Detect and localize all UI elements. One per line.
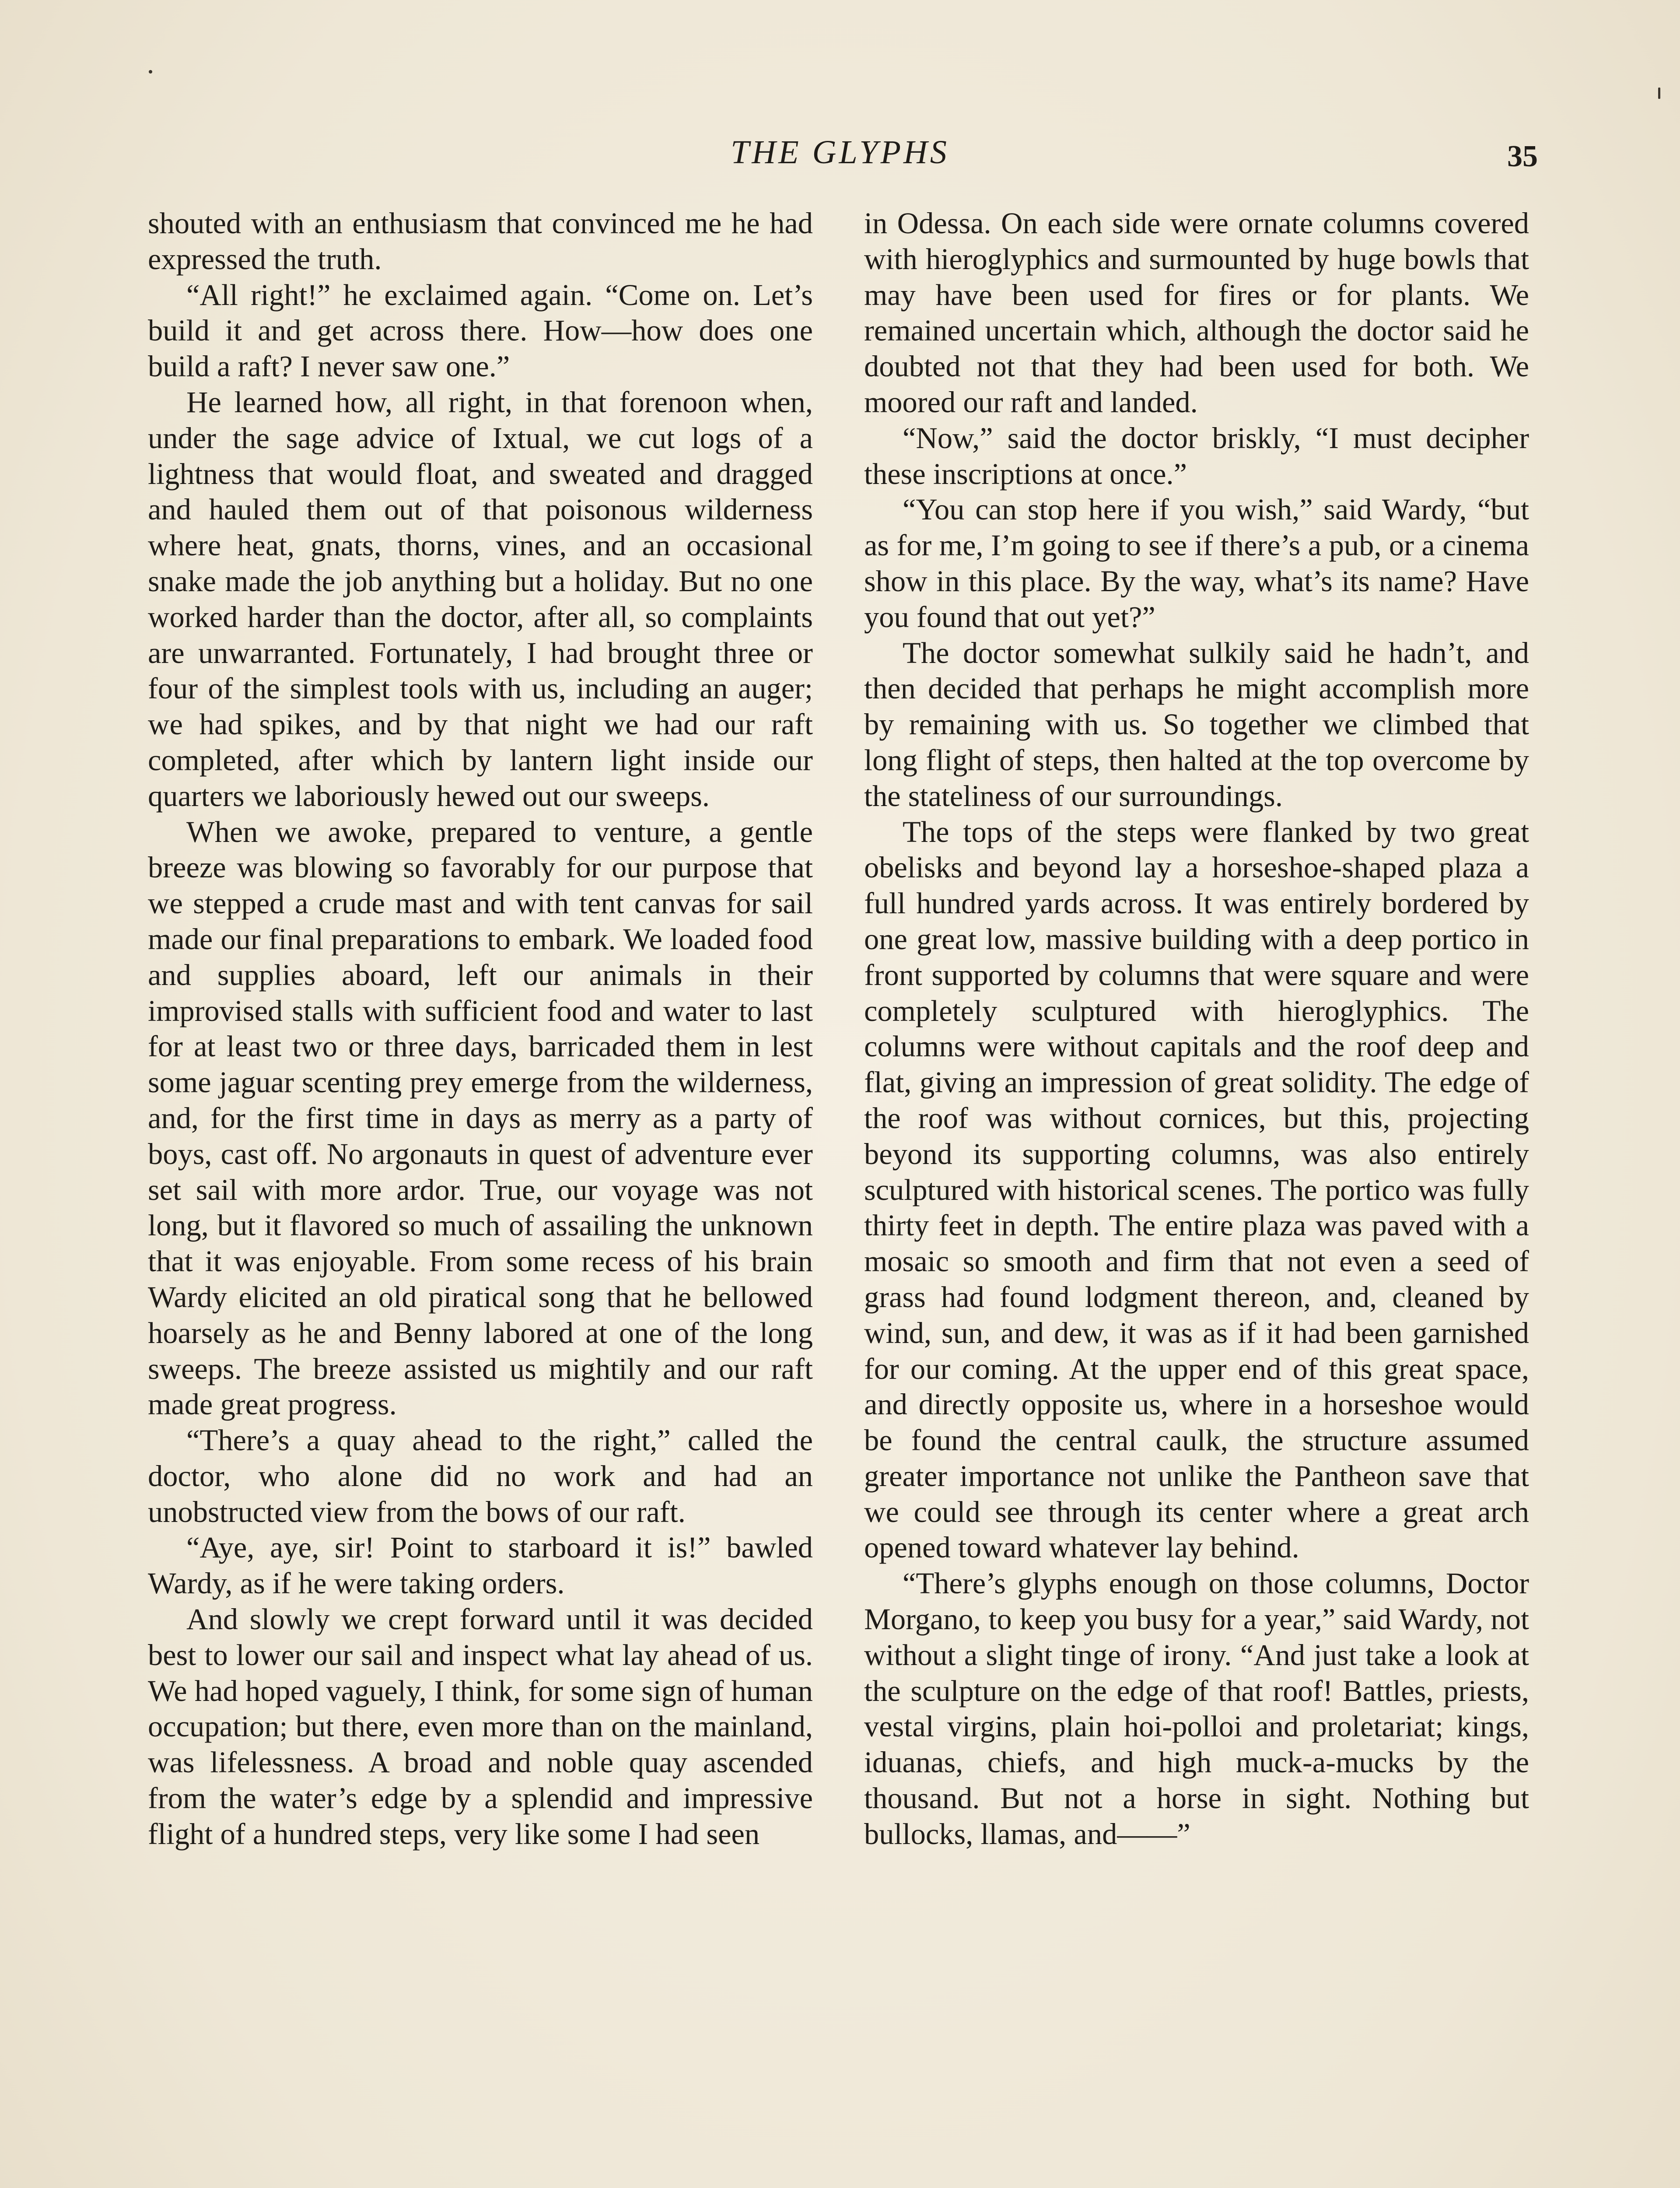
- paragraph: He learned how, all right, in that forenoon when, under the sage advice of Ixtual, we cut logs of a lightness that would float, and sweated and dragged and hauled them out of that poisonous wilderness where heat, gnats, thorns, vines, and an occasional snake made the job anything but a holiday. But no one worked harder than the doctor, after all, so complaints are unwarranted. Fortunately, I had brought three or four of the simplest tools with us, including an auger; we had spikes, and by that night we had our raft completed, after which by lantern light inside our quarters we laboriously hewed out our sweeps.: [148, 385, 813, 813]
- paragraph: in Odessa. On each side were ornate columns covered with hieroglyphics and surmounted by huge bowls that may have been used for fires or for plants. We remained uncertain which, although the doctor said he doubted not that they had been used for both. We moored our raft and landed.: [864, 207, 1529, 419]
- running-title: THE GLYPHS: [731, 134, 949, 171]
- paragraph: And slowly we crept forward until it was decided best to lower our sail and inspect what lay ahead of us. We had hoped vaguely, I think, for some sign of human occupation; but there, even more than on the mainland, was lifelessness. A broad and noble quay ascended from the water’s edge by a splendid and impressive flight of a hundred steps, very like some I had seen: [148, 1602, 813, 1851]
- paragraph: The tops of the steps were flanked by two great obelisks and beyond lay a horseshoe-shaped plaza a full hundred yards across. It was entirely bordered by one great low, massive building with a deep portico in front supported by columns that were square and were completely sculptured with hieroglyphics. The columns were without capitals and the roof deep and flat, giving an impression of great solidity. The edge of the roof was without cornices, but this, projecting beyond its supporting columns, was also entirely sculptured with historical scenes. The portico was fully thirty feet in depth. The entire plaza was paved with a mosaic so smooth and firm that not even a seed of grass had found lodgment thereon, and, cleaned by wind, sun, and dew, it was as if it had been garnished for our coming. At the upper end of this great space, and directly opposite us, where in a horseshoe would be found the central caulk, the structure assumed greater importance not unlike the Pantheon save that we could see through its center where a great arch opened toward whatever lay behind.: [864, 815, 1529, 1564]
- paragraph: The doctor somewhat sulkily said he hadn’t, and then decided that perhaps he might accomplish more by remaining with us. So together we climbed that long flight of steps, then halted at the top overcome by the stateliness of our surroundings.: [864, 636, 1529, 813]
- paragraph: “All right!” he exclaimed again. “Come on. Let’s build it and get across there. How—how does one build a raft? I never saw one.”: [148, 278, 813, 383]
- paragraph: “There’s glyphs enough on those columns, Doctor Morgano, to keep you busy for a year,” said Wardy, not without a slight tinge of irony. “And just take a look at the sculpture on the edge of that roof! Battles, priests, vestal virgins, plain hoi-polloi and proletariat; kings, iduanas, chiefs, and high muck-a-mucks by the thousand. But not a horse in sight. Nothing but bullocks, llamas, and——”: [864, 1567, 1529, 1851]
- print-speck: [149, 70, 152, 74]
- paragraph: “There’s a quay ahead to the right,” called the doctor, who alone did no work and had an unobstructed view from the bows of our raft.: [148, 1424, 813, 1529]
- paragraph: “You can stop here if you wish,” said Wardy, “but as for me, I’m going to see if there’s a pub, or a cinema show in this place. By the way, what’s its name? Have you found that out yet?”: [864, 493, 1529, 634]
- paragraph: When we awoke, prepared to venture, a gentle breeze was blowing so favorably for our purpose that we stepped a crude mast and with tent canvas for sail made our final preparations to embark. We loaded food and supplies aboard, left our animals in their improvised stalls with sufficient food and water to last for at least two or three days, barricaded them in lest some jaguar scenting prey emerge from the wilderness, and, for the first time in days as merry as a party of boys, cast off. No argonauts in quest of adventure ever set sail with more ardor. True, our voyage was not long, but it flavored so much of assailing the unknown that it was enjoyable. From some recess of his brain Wardy elicited an old piratical song that he bellowed hoarsely as he and Benny labored at one of the long sweeps. The breeze assisted us mightily and our raft made great progress.: [148, 815, 813, 1421]
- paragraph: shouted with an enthusiasm that convinced me he had expressed the truth.: [148, 207, 813, 276]
- paragraph: “Now,” said the doctor briskly, “I must decipher these inscriptions at once.”: [864, 421, 1529, 491]
- print-speck: [1658, 88, 1660, 99]
- left-text-column: [148, 206, 813, 2188]
- page-number: 35: [1507, 140, 1538, 173]
- paragraph: “Aye, aye, sir! Point to starboard it is!” bawled Wardy, as if he were taking orders.: [148, 1531, 813, 1600]
- right-text-column: [864, 206, 1529, 2188]
